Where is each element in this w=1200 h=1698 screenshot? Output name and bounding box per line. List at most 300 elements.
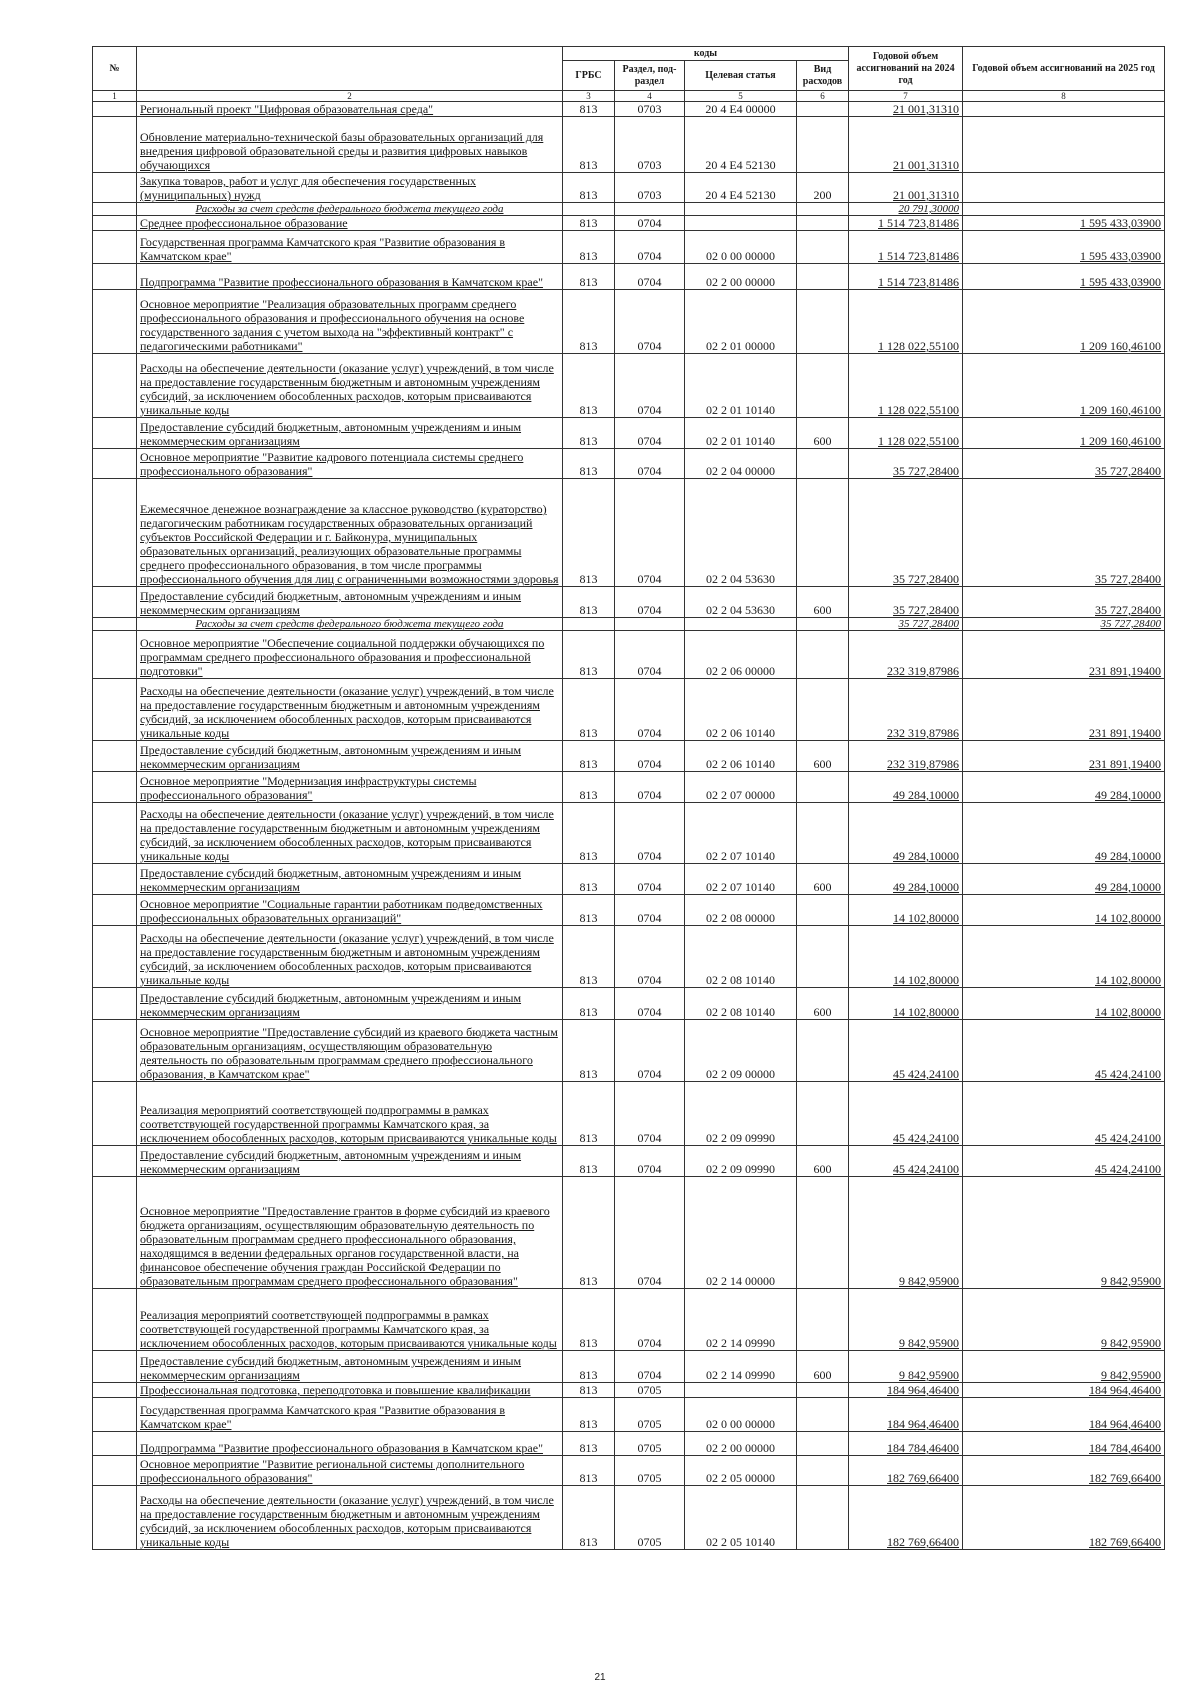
expense-type-cell: 600 [797,988,849,1020]
target-article-cell: 02 2 04 00000 [685,449,797,479]
section-cell: 0703 [615,117,685,173]
target-article-cell [685,1383,797,1398]
amount-2025-cell [963,173,1165,203]
section-cell: 0705 [615,1398,685,1432]
amount-2024-cell: 45 424,24100 [849,1146,963,1177]
expense-type-cell: 600 [797,864,849,895]
section-cell: 0704 [615,418,685,449]
expense-type-cell [797,1486,849,1550]
colnum: 5 [685,91,797,102]
table-row [93,864,1165,895]
table-row [93,1177,1165,1289]
header-section: Раздел, под- раздел [615,61,685,91]
table-row [93,1432,1165,1456]
amount-2025-cell: 35 727,28400 [963,449,1165,479]
grbs-cell: 813 [563,1383,615,1398]
section-cell: 0704 [615,926,685,988]
expense-type-cell: 600 [797,741,849,772]
row-number-cell [93,418,137,449]
table-row [93,173,1165,203]
table-row [93,988,1165,1020]
row-number-cell [93,772,137,803]
section-cell: 0705 [615,1383,685,1398]
row-number-cell [93,1146,137,1177]
expense-type-cell [797,1383,849,1398]
grbs-cell: 813 [563,988,615,1020]
amount-2024-cell: 184 784,46400 [849,1432,963,1456]
table-row [93,1456,1165,1486]
expense-name-cell: Основное мероприятие "Предоставление субсидий из краевого бюджета частным образовательным организациям, осуществляющим образовательную деятельность по образовательным программам среднего профессионального образования, в Камчатском крае" [137,1020,563,1082]
row-number-cell [93,1082,137,1146]
target-article-cell: 02 2 04 53630 [685,587,797,618]
amount-2025-cell: 184 784,46400 [963,1432,1165,1456]
amount-2024-cell: 184 964,46400 [849,1398,963,1432]
expense-name-cell: Расходы за счет средств федерального бюджета текущего года [137,618,563,631]
expense-name-cell: Предоставление субсидий бюджетным, автономным учреждениям и иным некоммерческим организациям [137,864,563,895]
expense-name-cell: Предоставление субсидий бюджетным, автономным учреждениям и иным некоммерческим организациям [137,587,563,618]
amount-2025-cell: 45 424,24100 [963,1020,1165,1082]
section-cell: 0704 [615,1351,685,1383]
section-cell: 0704 [615,741,685,772]
grbs-cell: 813 [563,1432,615,1456]
section-cell: 0705 [615,1432,685,1456]
header-codes: коды [563,47,849,61]
table-row [93,895,1165,926]
grbs-cell: 813 [563,290,615,354]
amount-2025-cell [963,102,1165,117]
table-row [93,449,1165,479]
colnum: 8 [963,91,1165,102]
amount-2024-cell: 49 284,10000 [849,803,963,864]
target-article-cell: 02 0 00 00000 [685,1398,797,1432]
amount-2024-cell: 45 424,24100 [849,1082,963,1146]
expense-name-cell: Основное мероприятие "Развитие региональной системы дополнительного профессионального образования" [137,1456,563,1486]
colnum: 7 [849,91,963,102]
expense-type-cell [797,1289,849,1351]
amount-2024-cell: 232 319,87986 [849,741,963,772]
grbs-cell: 813 [563,1020,615,1082]
amount-2024-cell: 14 102,80000 [849,926,963,988]
amount-2025-cell: 1 209 160,46100 [963,290,1165,354]
row-number-cell [93,117,137,173]
header-exptype: Вид расходов [797,61,849,91]
expense-name-cell: Основное мероприятие "Развитие кадрового потенциала системы среднего профессионального образования" [137,449,563,479]
row-number-cell [93,264,137,290]
expense-name-cell: Предоставление субсидий бюджетным, автономным учреждениям и иным некоммерческим организациям [137,741,563,772]
section-cell: 0704 [615,988,685,1020]
amount-2024-cell: 49 284,10000 [849,772,963,803]
section-cell: 0704 [615,631,685,679]
target-article-cell [685,618,797,631]
grbs-cell: 813 [563,1398,615,1432]
row-number-cell [93,102,137,117]
expense-name-cell: Подпрограмма "Развитие профессионального образования в Камчатском крае" [137,1432,563,1456]
grbs-cell: 813 [563,1177,615,1289]
page-number: 21 [594,1672,606,1683]
expense-name-cell: Основное мероприятие "Реализация образовательных программ среднего профессионального образования и профессионального обучения на основе государственного задания с учетом выхода на "эффективный контракт" с педагогическими работниками" [137,290,563,354]
row-number-cell [93,988,137,1020]
target-article-cell: 02 2 04 53630 [685,479,797,587]
amount-2025-cell: 1 595 433,03900 [963,264,1165,290]
grbs-cell: 813 [563,679,615,741]
expense-type-cell [797,926,849,988]
expense-name-cell: Расходы на обеспечение деятельности (оказание услуг) учреждений, в том числе на предоставление государственным бюджетным и автономным учреждениям субсидий, за исключением обособленных расходов, которым присваиваются уникальные коды [137,1486,563,1550]
grbs-cell: 813 [563,1351,615,1383]
row-number-cell [93,290,137,354]
target-article-cell: 02 2 00 00000 [685,264,797,290]
target-article-cell: 02 2 09 09990 [685,1082,797,1146]
row-number-cell [93,679,137,741]
table-row [93,587,1165,618]
target-article-cell: 02 2 14 09990 [685,1289,797,1351]
target-article-cell: 02 2 14 09990 [685,1351,797,1383]
section-cell: 0705 [615,1456,685,1486]
header-grbs: ГРБС [563,61,615,91]
row-number-cell [93,173,137,203]
amount-2025-cell [963,203,1165,216]
table-row [93,102,1165,117]
row-number-cell [93,803,137,864]
federal-budget-row [93,618,1165,631]
section-cell: 0704 [615,679,685,741]
expense-type-cell [797,895,849,926]
row-number-cell [93,864,137,895]
table-row [93,631,1165,679]
section-cell: 0704 [615,231,685,264]
amount-2025-cell: 1 595 433,03900 [963,231,1165,264]
expense-type-cell: 600 [797,587,849,618]
grbs-cell: 813 [563,587,615,618]
section-cell: 0703 [615,102,685,117]
grbs-cell: 813 [563,479,615,587]
expense-type-cell [797,203,849,216]
section-cell [615,203,685,216]
amount-2025-cell: 45 424,24100 [963,1082,1165,1146]
amount-2025-cell: 182 769,66400 [963,1456,1165,1486]
table-row [93,1020,1165,1082]
amount-2024-cell: 20 791,30000 [849,203,963,216]
target-article-cell: 02 2 07 00000 [685,772,797,803]
section-cell: 0704 [615,864,685,895]
row-number-cell [93,1020,137,1082]
table-row [93,290,1165,354]
expense-name-cell: Расходы на обеспечение деятельности (оказание услуг) учреждений, в том числе на предоставление государственным бюджетным и автономным учреждениям субсидий, за исключением обособленных расходов, которым присваиваются уникальные коды [137,926,563,988]
federal-budget-row [93,203,1165,216]
section-cell: 0704 [615,354,685,418]
target-article-cell: 02 2 09 09990 [685,1146,797,1177]
amount-2024-cell: 1 514 723,81486 [849,264,963,290]
amount-2025-cell: 14 102,80000 [963,988,1165,1020]
target-article-cell: 02 2 07 10140 [685,864,797,895]
expense-name-cell: Среднее профессиональное образование [137,216,563,231]
amount-2025-cell: 49 284,10000 [963,864,1165,895]
amount-2024-cell: 35 727,28400 [849,587,963,618]
target-article-cell: 02 2 01 10140 [685,418,797,449]
target-article-cell: 02 2 06 00000 [685,631,797,679]
section-cell: 0704 [615,1289,685,1351]
expense-type-cell [797,1432,849,1456]
row-number-cell [93,1351,137,1383]
table-row [93,354,1165,418]
expense-name-cell: Региональный проект "Цифровая образовательная среда" [137,102,563,117]
row-number-cell [93,1432,137,1456]
target-article-cell: 02 2 09 00000 [685,1020,797,1082]
section-cell: 0704 [615,772,685,803]
grbs-cell: 813 [563,102,615,117]
expense-name-cell: Предоставление субсидий бюджетным, автономным учреждениям и иным некоммерческим организациям [137,988,563,1020]
amount-2024-cell: 182 769,66400 [849,1456,963,1486]
expense-type-cell: 600 [797,1146,849,1177]
section-cell: 0704 [615,479,685,587]
expense-type-cell [797,772,849,803]
amount-2024-cell: 232 319,87986 [849,679,963,741]
column-numbers-row [93,91,1165,102]
table-row [93,231,1165,264]
expense-name-cell: Подпрограмма "Развитие профессионального образования в Камчатском крае" [137,264,563,290]
amount-2024-cell: 45 424,24100 [849,1020,963,1082]
expense-type-cell [797,1456,849,1486]
expense-name-cell: Основное мероприятие "Социальные гарантии работникам подведомственных профессиональных образовательных организаций" [137,895,563,926]
target-article-cell: 02 2 00 00000 [685,1432,797,1456]
row-number-cell [93,479,137,587]
target-article-cell: 02 2 01 00000 [685,290,797,354]
expense-type-cell [797,216,849,231]
amount-2025-cell: 14 102,80000 [963,895,1165,926]
grbs-cell: 813 [563,772,615,803]
target-article-cell: 02 2 05 10140 [685,1486,797,1550]
amount-2024-cell: 1 514 723,81486 [849,231,963,264]
amount-2024-cell: 1 128 022,55100 [849,418,963,449]
row-number-cell [93,618,137,631]
section-cell: 0704 [615,587,685,618]
grbs-cell: 813 [563,216,615,231]
target-article-cell: 02 2 06 10140 [685,741,797,772]
expense-name-cell: Закупка товаров, работ и услуг для обеспечения государственных (муниципальных) нужд [137,173,563,203]
grbs-cell: 813 [563,1289,615,1351]
header-2024: Годовой объем ассигнований на 2024 год [849,47,963,91]
expense-type-cell [797,102,849,117]
expense-name-cell: Расходы на обеспечение деятельности (оказание услуг) учреждений, в том числе на предоставление государственным бюджетным и автономным учреждениям субсидий, за исключением обособленных расходов, которым присваиваются уникальные коды [137,679,563,741]
section-cell: 0704 [615,1146,685,1177]
section-cell: 0704 [615,449,685,479]
row-number-cell [93,587,137,618]
table-row [93,679,1165,741]
expense-type-cell [797,1398,849,1432]
expense-name-cell: Основное мероприятие "Обеспечение социальной поддержки обучающихся по программам среднего профессионального образования и профессиональной подготовки" [137,631,563,679]
expense-type-cell [797,1177,849,1289]
expense-type-cell [797,117,849,173]
target-article-cell [685,203,797,216]
amount-2024-cell: 21 001,31310 [849,173,963,203]
section-cell: 0704 [615,1082,685,1146]
expense-name-cell: Ежемесячное денежное вознаграждение за классное руководство (кураторство) педагогическим работникам государственных образовательных организаций субъектов Российской Федерации и г. Байконура, муниципальных образовательных организаций, реализующих образовательные программы среднего профессионального образования, в том числе программы профессионального обучения для лиц с ограниченными возможностями здоровья [137,479,563,587]
table-row [93,1398,1165,1432]
grbs-cell: 813 [563,418,615,449]
table-row [93,479,1165,587]
row-number-cell [93,895,137,926]
target-article-cell: 02 2 14 00000 [685,1177,797,1289]
amount-2024-cell: 9 842,95900 [849,1177,963,1289]
expense-name-cell: Расходы на обеспечение деятельности (оказание услуг) учреждений, в том числе на предоставление государственным бюджетным и автономным учреждениям субсидий, за исключением обособленных расходов, которым присваиваются уникальные коды [137,803,563,864]
expense-type-cell [797,803,849,864]
amount-2025-cell: 231 891,19400 [963,741,1165,772]
expense-type-cell [797,1020,849,1082]
table-row [93,803,1165,864]
target-article-cell: 02 2 01 10140 [685,354,797,418]
row-number-cell [93,231,137,264]
expense-type-cell [797,231,849,264]
expense-name-cell: Предоставление субсидий бюджетным, автономным учреждениям и иным некоммерческим организациям [137,1146,563,1177]
target-article-cell [685,216,797,231]
expense-name-cell: Расходы за счет средств федерального бюджета текущего года [137,203,563,216]
budget-table [92,46,1165,1550]
expense-type-cell [797,631,849,679]
expense-type-cell [797,618,849,631]
amount-2025-cell: 49 284,10000 [963,803,1165,864]
amount-2025-cell: 1 595 433,03900 [963,216,1165,231]
grbs-cell: 813 [563,864,615,895]
grbs-cell: 813 [563,1456,615,1486]
amount-2025-cell: 9 842,95900 [963,1289,1165,1351]
amount-2024-cell: 35 727,28400 [849,618,963,631]
amount-2024-cell: 35 727,28400 [849,479,963,587]
amount-2025-cell: 184 964,46400 [963,1398,1165,1432]
amount-2025-cell: 45 424,24100 [963,1146,1165,1177]
amount-2024-cell: 232 319,87986 [849,631,963,679]
row-number-cell [93,926,137,988]
expense-type-cell: 600 [797,1351,849,1383]
expense-name-cell: Расходы на обеспечение деятельности (оказание услуг) учреждений, в том числе на предоставление государственным бюджетным и автономным учреждениям субсидий, за исключением обособленных расходов, которым присваиваются уникальные коды [137,354,563,418]
expense-type-cell [797,679,849,741]
amount-2025-cell: 9 842,95900 [963,1177,1165,1289]
amount-2025-cell: 49 284,10000 [963,772,1165,803]
grbs-cell: 813 [563,231,615,264]
amount-2024-cell: 21 001,31310 [849,102,963,117]
row-number-cell [93,1289,137,1351]
table-row [93,264,1165,290]
section-cell: 0704 [615,216,685,231]
grbs-cell: 813 [563,264,615,290]
grbs-cell: 813 [563,926,615,988]
expense-type-cell [797,479,849,587]
table-row [93,418,1165,449]
grbs-cell: 813 [563,117,615,173]
target-article-cell: 02 2 07 10140 [685,803,797,864]
row-number-cell [93,354,137,418]
amount-2025-cell: 231 891,19400 [963,679,1165,741]
target-article-cell: 02 2 06 10140 [685,679,797,741]
table-row [93,1383,1165,1398]
amount-2025-cell: 184 964,46400 [963,1383,1165,1398]
table-row [93,117,1165,173]
section-cell: 0704 [615,264,685,290]
row-number-cell [93,1456,137,1486]
table-row [93,926,1165,988]
target-article-cell: 02 2 08 00000 [685,895,797,926]
amount-2025-cell: 14 102,80000 [963,926,1165,988]
amount-2024-cell: 182 769,66400 [849,1486,963,1550]
expense-type-cell: 600 [797,418,849,449]
amount-2024-cell: 14 102,80000 [849,988,963,1020]
row-number-cell [93,1398,137,1432]
amount-2024-cell: 14 102,80000 [849,895,963,926]
colnum: 6 [797,91,849,102]
section-cell: 0705 [615,1486,685,1550]
amount-2025-cell: 1 209 160,46100 [963,418,1165,449]
target-article-cell: 02 2 08 10140 [685,988,797,1020]
header-name [137,47,563,91]
expense-name-cell: Предоставление субсидий бюджетным, автономным учреждениям и иным некоммерческим организациям [137,418,563,449]
amount-2024-cell: 184 964,46400 [849,1383,963,1398]
section-cell: 0704 [615,803,685,864]
grbs-cell: 813 [563,1082,615,1146]
section-cell: 0704 [615,895,685,926]
grbs-cell: 813 [563,1486,615,1550]
section-cell [615,618,685,631]
target-article-cell: 02 0 00 00000 [685,231,797,264]
expense-name-cell: Государственная программа Камчатского края "Развитие образования в Камчатском крае" [137,1398,563,1432]
expense-name-cell: Реализация мероприятий соответствующей подпрограммы в рамках соответствующей государственной программы Камчатского края, за исключением обособленных расходов, которым присваиваются уникальные коды [137,1289,563,1351]
table-row [93,741,1165,772]
table-body [93,102,1165,1550]
section-cell: 0704 [615,1020,685,1082]
expense-name-cell: Основное мероприятие "Модернизация инфраструктуры системы профессионального образования" [137,772,563,803]
amount-2024-cell: 9 842,95900 [849,1351,963,1383]
header-num: № [93,47,137,91]
target-article-cell: 20 4 E4 00000 [685,102,797,117]
row-number-cell [93,631,137,679]
amount-2024-cell: 49 284,10000 [849,864,963,895]
header-target: Целевая статья [685,61,797,91]
grbs-cell: 813 [563,895,615,926]
target-article-cell: 02 2 05 00000 [685,1456,797,1486]
row-number-cell [93,449,137,479]
grbs-cell: 813 [563,173,615,203]
table-row [93,1486,1165,1550]
amount-2024-cell: 1 128 022,55100 [849,290,963,354]
section-cell: 0704 [615,1177,685,1289]
amount-2025-cell: 231 891,19400 [963,631,1165,679]
row-number-cell [93,203,137,216]
expense-type-cell [797,290,849,354]
colnum: 3 [563,91,615,102]
expense-name-cell: Обновление материально-технической базы образовательных организаций для внедрения цифровой образовательной среды и развития цифровых навыков обучающихся [137,117,563,173]
amount-2025-cell: 35 727,28400 [963,479,1165,587]
colnum: 2 [137,91,563,102]
amount-2025-cell: 35 727,28400 [963,587,1165,618]
row-number-cell [93,1177,137,1289]
target-article-cell: 20 4 E4 52130 [685,173,797,203]
table-row [93,216,1165,231]
grbs-cell: 813 [563,631,615,679]
expense-type-cell [797,1082,849,1146]
amount-2025-cell: 9 842,95900 [963,1351,1165,1383]
colnum: 1 [93,91,137,102]
expense-name-cell: Предоставление субсидий бюджетным, автономным учреждениям и иным некоммерческим организациям [137,1351,563,1383]
amount-2025-cell: 182 769,66400 [963,1486,1165,1550]
header-2025: Годовой объем ассигнований на 2025 год [963,47,1165,91]
table-row [93,1146,1165,1177]
expense-name-cell: Реализация мероприятий соответствующей подпрограммы в рамках соответствующей государственной программы Камчатского края, за исключением обособленных расходов, которым присваиваются уникальные коды [137,1082,563,1146]
colnum: 4 [615,91,685,102]
table-row [93,1351,1165,1383]
amount-2024-cell: 1 514 723,81486 [849,216,963,231]
expense-name-cell: Государственная программа Камчатского края "Развитие образования в Камчатском крае" [137,231,563,264]
expense-type-cell [797,354,849,418]
target-article-cell: 20 4 E4 52130 [685,117,797,173]
grbs-cell: 813 [563,354,615,418]
expense-name-cell: Профессиональная подготовка, переподготовка и повышение квалификации [137,1383,563,1398]
